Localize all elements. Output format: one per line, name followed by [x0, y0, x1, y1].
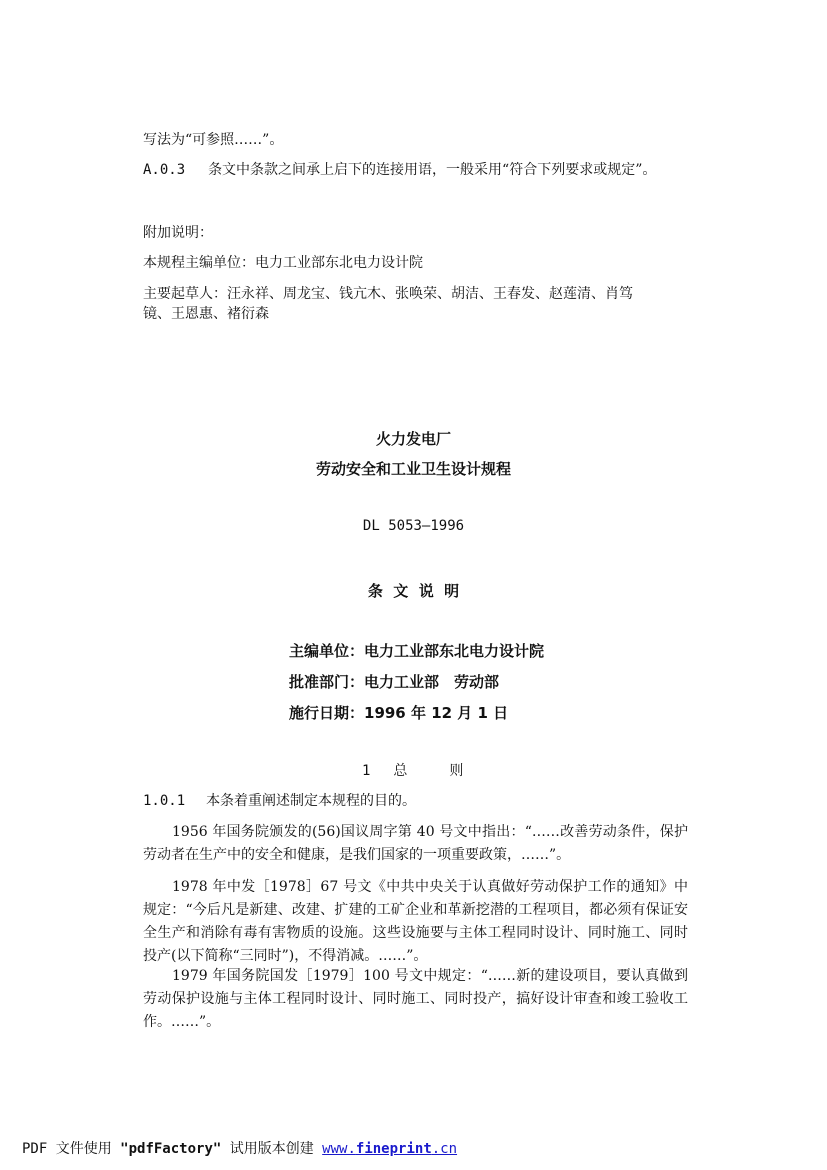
chapter-number: 1	[362, 763, 371, 779]
drafters-line-1: 主要起草人：汪永祥、周龙宝、钱亢木、张唤荣、胡洁、王春发、赵莲清、肖笃	[143, 286, 633, 302]
footer-link-part-2: fineprint	[355, 1141, 432, 1157]
doc-title-line-1: 火力发电厂	[375, 430, 451, 448]
footer-link-part-1: www.	[322, 1141, 356, 1157]
chapter-heading	[362, 762, 463, 780]
paragraph-1979: 1979 年国务院国发［1979］100 号文中规定：“……新的建设项目，要认真做到劳动保护设施与主体工程同时设计、同时施工、同时投产，搞好设计审查和竣工验收工作。……”。	[143, 968, 688, 1030]
pdf-footer	[22, 1138, 457, 1158]
section-title: 条 文 说 明	[367, 582, 460, 600]
chapter-title: 总 则	[393, 763, 464, 779]
clause-a03	[143, 161, 656, 179]
clause-101-text: 本条着重阐述制定本规程的目的。	[206, 793, 417, 809]
standard-code: DL 5053—1996	[362, 518, 465, 534]
footer-prefix: PDF 文件使用	[22, 1141, 121, 1157]
drafters-line-2: 镜、王恩惠、褚衍森	[143, 306, 269, 322]
doc-title-line-2: 劳动安全和工业卫生设计规程	[315, 460, 511, 478]
editor-unit-line: 本规程主编单位：电力工业部东北电力设计院	[143, 255, 423, 271]
clause-a03-number: A.0.3	[143, 162, 186, 178]
footer-link-part-3: .cn	[431, 1141, 458, 1157]
meta-effective-date: 施行日期：1996 年 12 月 1 日	[289, 704, 509, 722]
clause-a03-text: 条文中条款之间承上启下的连接用语，一般采用“符合下列要求或规定”。	[208, 162, 657, 178]
paragraph-1978: 1978 年中发［1978］67 号文《中共中央关于认真做好劳动保护工作的通知》中规定：“今后凡是新建、改建、扩建的工矿企业和革新挖潜的工程项目，都必须有保证安全生产和消除有毒有害物质的设施。这些设施要与主体工程同时设计、同时施工、同时投产(以下简称“三同时”)，不得消减。……”。	[143, 879, 688, 964]
meta-editor-unit: 主编单位：电力工业部东北电力设计院	[289, 642, 545, 660]
footer-middle: 试用版本创建	[221, 1141, 323, 1157]
meta-approver: 批准部门：电力工业部 劳动部	[289, 673, 500, 691]
additional-notes-heading: 附加说明：	[143, 225, 213, 241]
footer-product: "pdfFactory"	[120, 1141, 222, 1157]
footer-link[interactable]	[322, 1141, 457, 1157]
text-line-reference-wording: 写法为“可参照……”。	[143, 132, 284, 148]
paragraph-1956: 1956 年国务院颁发的(56)国议周字第 40 号文中指出：“……改善劳动条件，保护劳动者在生产中的安全和健康，是我们国家的一项重要政策，……”。	[143, 824, 688, 863]
clause-101-number: 1.0.1	[143, 793, 186, 809]
clause-101	[143, 792, 416, 810]
